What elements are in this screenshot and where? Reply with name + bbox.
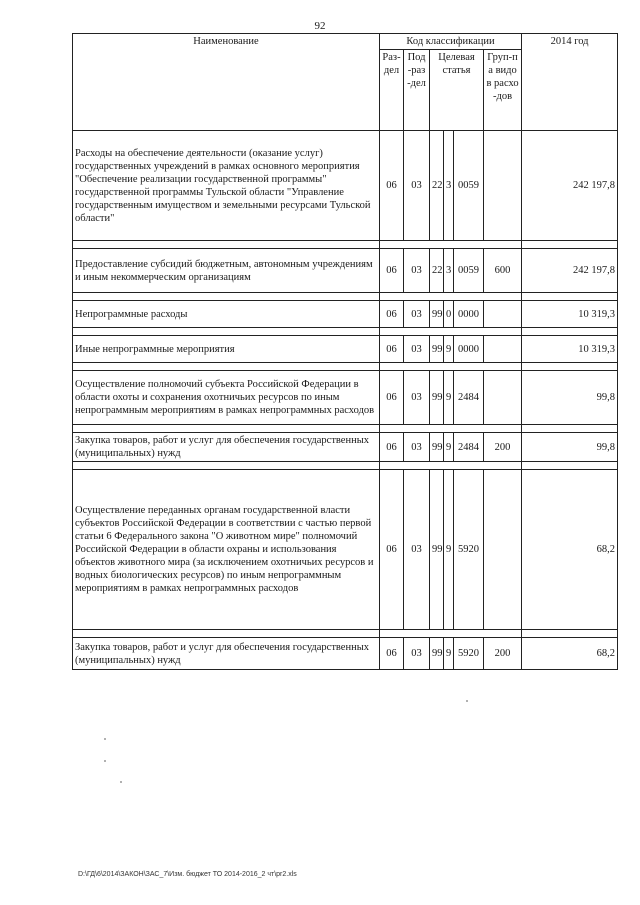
spacer-cell	[430, 462, 444, 470]
spacer-cell	[73, 363, 380, 371]
target-code-program: 99	[430, 638, 444, 670]
table-row	[73, 249, 618, 293]
spacer-cell	[404, 293, 430, 301]
spacer-cell	[522, 462, 618, 470]
target-code-sub: 3	[444, 249, 454, 293]
spacer-cell	[73, 425, 380, 433]
spacer-cell	[522, 363, 618, 371]
spacer-cell	[380, 363, 404, 371]
spacer-cell	[454, 328, 484, 336]
target-code-item: 2484	[454, 371, 484, 425]
amount-2014: 242 197,8	[522, 249, 618, 293]
subsection-code: 03	[404, 470, 430, 630]
row-spacer	[73, 425, 618, 433]
subsection-code: 03	[404, 638, 430, 670]
section-code: 06	[380, 371, 404, 425]
spacer-cell	[484, 630, 522, 638]
header-expense-group: Груп-па видов расхо-дов	[484, 50, 522, 131]
amount-2014: 99,8	[522, 433, 618, 462]
target-code-sub: 9	[444, 470, 454, 630]
target-code-sub: 0	[444, 301, 454, 328]
spacer-cell	[73, 241, 380, 249]
spacer-cell	[430, 241, 444, 249]
spacer-cell	[444, 328, 454, 336]
spacer-cell	[380, 462, 404, 470]
spacer-cell	[430, 363, 444, 371]
header-row-1	[73, 34, 618, 50]
target-code-sub: 9	[444, 638, 454, 670]
target-code-program: 99	[430, 371, 444, 425]
spacer-cell	[454, 241, 484, 249]
spacer-cell	[454, 293, 484, 301]
header-target: Целевая статья	[430, 50, 484, 131]
row-name: Осуществление полномочий субъекта Российской Федерации в области охоты и сохранения охотничьих ресурсов по иным непрограммным мероприятиям в рамках непрограммных расходов	[73, 371, 380, 425]
header-subsection: Под-раз-дел	[404, 50, 430, 131]
row-name: Непрограммные расходы	[73, 301, 380, 328]
scan-speck	[104, 738, 106, 740]
row-name: Закупка товаров, работ и услуг для обеспечения государственных (муниципальных) нужд	[73, 638, 380, 670]
spacer-cell	[484, 462, 522, 470]
spacer-cell	[404, 241, 430, 249]
spacer-cell	[380, 328, 404, 336]
page-number: 92	[314, 20, 326, 32]
target-code-program: 99	[430, 301, 444, 328]
amount-2014: 10 319,3	[522, 301, 618, 328]
spacer-cell	[444, 293, 454, 301]
expense-group-code	[484, 336, 522, 363]
spacer-cell	[404, 630, 430, 638]
spacer-cell	[454, 363, 484, 371]
spacer-cell	[454, 630, 484, 638]
expense-group-code	[484, 301, 522, 328]
spacer-cell	[522, 293, 618, 301]
subsection-code: 03	[404, 371, 430, 425]
target-code-program: 22	[430, 131, 444, 241]
subsection-code: 03	[404, 336, 430, 363]
header-code-group: Код классификации	[380, 34, 522, 50]
target-code-item: 0059	[454, 249, 484, 293]
spacer-cell	[522, 328, 618, 336]
target-code-program: 99	[430, 433, 444, 462]
row-spacer	[73, 293, 618, 301]
row-name: Расходы на обеспечение деятельности (оказание услуг) государственных учреждений в рамках основного мероприятия "Обеспечение реализации государственной программы" государственной программы Тульской области "Управление государственным имуществом и земельными ресурсами Тульской области"	[73, 131, 380, 241]
table-row	[73, 638, 618, 670]
row-name: Осуществление переданных органам государственной власти субъектов Российской Федерации в соответствии с частью первой статьи 6 Федерального закона "О животном мире" полномочий Российской Федерации в области охраны и использования объектов животного мира (за исключением охотничьих ресурсов и водных биологических ресурсов) по иным непрограммным мероприятиям в рамках непрограммных расходов	[73, 470, 380, 630]
table-row	[73, 131, 618, 241]
target-code-sub: 9	[444, 433, 454, 462]
spacer-cell	[430, 425, 444, 433]
spacer-cell	[430, 328, 444, 336]
spacer-cell	[73, 293, 380, 301]
spacer-cell	[522, 630, 618, 638]
spacer-cell	[404, 462, 430, 470]
spacer-cell	[484, 363, 522, 371]
section-code: 06	[380, 336, 404, 363]
amount-2014: 10 319,3	[522, 336, 618, 363]
section-code: 06	[380, 638, 404, 670]
spacer-cell	[484, 328, 522, 336]
spacer-cell	[430, 293, 444, 301]
table-row	[73, 371, 618, 425]
row-spacer	[73, 630, 618, 638]
budget-table	[72, 33, 618, 670]
target-code-program: 99	[430, 470, 444, 630]
scan-speck	[120, 781, 122, 783]
spacer-cell	[444, 462, 454, 470]
header-name: Наименование	[73, 34, 380, 131]
spacer-cell	[430, 630, 444, 638]
spacer-cell	[444, 363, 454, 371]
target-code-item: 5920	[454, 638, 484, 670]
subsection-code: 03	[404, 131, 430, 241]
expense-group-code: 600	[484, 249, 522, 293]
amount-2014: 242 197,8	[522, 131, 618, 241]
row-name: Предоставление субсидий бюджетным, автономным учреждениям и иным некоммерческим организациям	[73, 249, 380, 293]
spacer-cell	[404, 363, 430, 371]
spacer-cell	[484, 293, 522, 301]
target-code-item: 5920	[454, 470, 484, 630]
expense-group-code	[484, 371, 522, 425]
target-code-item: 2484	[454, 433, 484, 462]
target-code-program: 22	[430, 249, 444, 293]
spacer-cell	[444, 425, 454, 433]
section-code: 06	[380, 249, 404, 293]
subsection-code: 03	[404, 301, 430, 328]
spacer-cell	[404, 425, 430, 433]
expense-group-code: 200	[484, 638, 522, 670]
table-row	[73, 470, 618, 630]
spacer-cell	[404, 328, 430, 336]
subsection-code: 03	[404, 433, 430, 462]
spacer-cell	[484, 425, 522, 433]
target-code-item: 0000	[454, 301, 484, 328]
spacer-cell	[380, 425, 404, 433]
spacer-cell	[484, 241, 522, 249]
spacer-cell	[522, 241, 618, 249]
table-row	[73, 336, 618, 363]
expense-group-code	[484, 470, 522, 630]
scan-speck	[104, 760, 106, 762]
header-year: 2014 год	[522, 34, 618, 131]
target-code-item: 0059	[454, 131, 484, 241]
row-name: Закупка товаров, работ и услуг для обеспечения государственных (муниципальных) нужд	[73, 433, 380, 462]
amount-2014: 68,2	[522, 470, 618, 630]
row-spacer	[73, 241, 618, 249]
row-spacer	[73, 328, 618, 336]
target-code-item: 0000	[454, 336, 484, 363]
section-code: 06	[380, 470, 404, 630]
target-code-sub: 9	[444, 336, 454, 363]
scan-speck	[466, 700, 468, 702]
spacer-cell	[73, 630, 380, 638]
expense-group-code: 200	[484, 433, 522, 462]
spacer-cell	[444, 241, 454, 249]
row-spacer	[73, 363, 618, 371]
section-code: 06	[380, 301, 404, 328]
header-section: Раз-дел	[380, 50, 404, 131]
section-code: 06	[380, 131, 404, 241]
subsection-code: 03	[404, 249, 430, 293]
spacer-cell	[380, 630, 404, 638]
expense-group-code	[484, 131, 522, 241]
spacer-cell	[522, 425, 618, 433]
row-name: Иные непрограммные мероприятия	[73, 336, 380, 363]
amount-2014: 68,2	[522, 638, 618, 670]
spacer-cell	[73, 328, 380, 336]
spacer-cell	[444, 630, 454, 638]
spacer-cell	[454, 425, 484, 433]
section-code: 06	[380, 433, 404, 462]
row-spacer	[73, 462, 618, 470]
spacer-cell	[73, 462, 380, 470]
target-code-sub: 9	[444, 371, 454, 425]
target-code-program: 99	[430, 336, 444, 363]
spacer-cell	[380, 293, 404, 301]
table-row	[73, 301, 618, 328]
amount-2014: 99,8	[522, 371, 618, 425]
spacer-cell	[380, 241, 404, 249]
table-row	[73, 433, 618, 462]
file-path: D:\ГД\6\2014\ЗАКОН\ЗАС_7\Изм. бюджет ТО 2014-2016_2 чт\pr2.xls	[78, 871, 297, 878]
spacer-cell	[454, 462, 484, 470]
target-code-sub: 3	[444, 131, 454, 241]
table-body	[73, 131, 618, 670]
